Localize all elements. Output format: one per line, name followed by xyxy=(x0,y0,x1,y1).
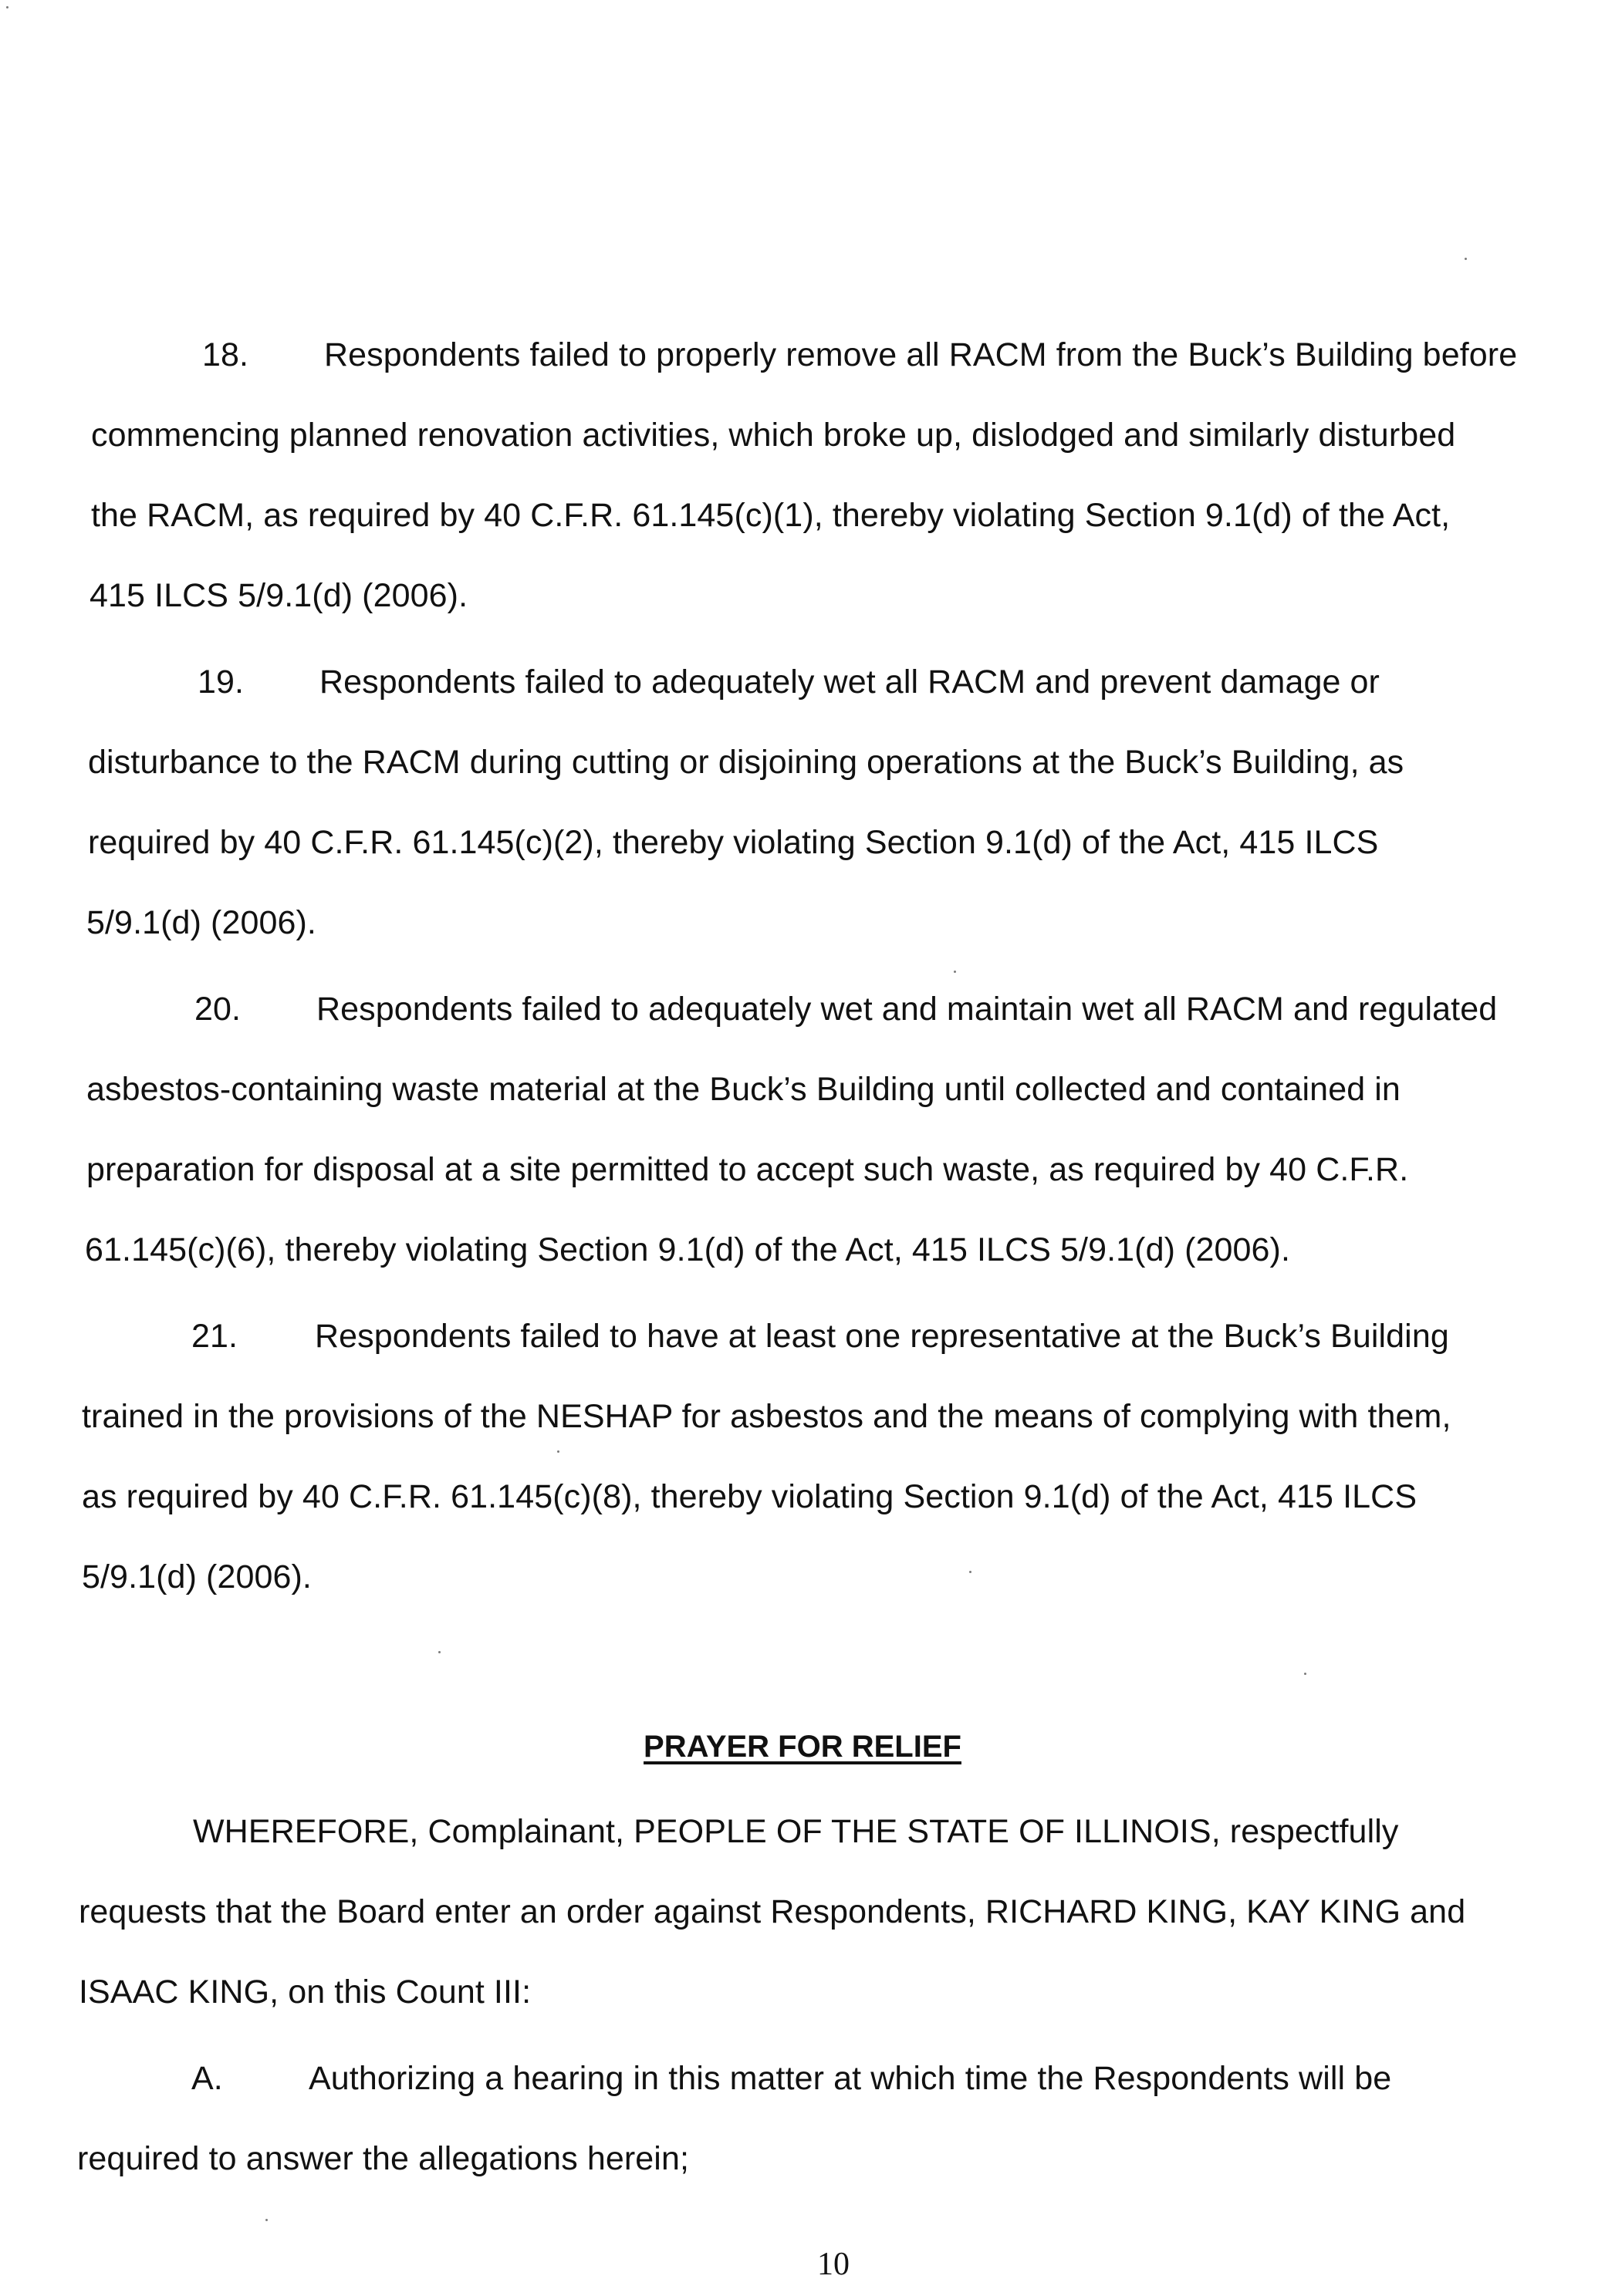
scan-speck xyxy=(1304,1673,1306,1675)
scan-speck xyxy=(954,971,956,973)
paragraph-19-line-1: 19. Respondents failed to adequately wet all RACM and prevent damage or xyxy=(198,659,1380,705)
wherefore-line-3: ISAAC KING, on this Count III: xyxy=(79,1974,532,2011)
section-heading: PRAYER FOR RELIEF xyxy=(644,1730,961,1764)
paragraph-20-line-1: 20. Respondents failed to adequately wet and maintain wet all RACM and regulated xyxy=(194,986,1497,1032)
relief-item-a-line-2: required to answer the allegations herein; xyxy=(77,2140,690,2177)
paragraph-19-line-2: disturbance to the RACM during cutting or disjoining operations at the Buck’s Building, as xyxy=(88,744,1404,781)
scan-speck xyxy=(265,2219,268,2221)
paragraph-number: 18. xyxy=(202,336,249,373)
paragraph-18-line-3: the RACM, as required by 40 C.F.R. 61.145(c)(1), thereby violating Section 9.1(d) of the Act, xyxy=(91,497,1451,534)
paragraph-number: 20. xyxy=(194,991,242,1028)
scan-speck xyxy=(6,6,8,8)
wherefore-line-1: WHEREFORE, Complainant, PEOPLE OF THE STATE OF ILLINOIS, respectfully xyxy=(193,1813,1399,1850)
paragraph-20-line-3: preparation for disposal at a site permitted to accept such waste, as required by 40 C.F.R. xyxy=(86,1151,1409,1188)
paragraph-21-line-3: as required by 40 C.F.R. 61.145(c)(8), thereby violating Section 9.1(d) of the Act, 415 ILCS xyxy=(82,1478,1417,1515)
item-letter: A. xyxy=(191,2060,223,2097)
paragraph-21-line-1: 21. Respondents failed to have at least one representative at the Buck’s Building xyxy=(191,1313,1449,1359)
scan-speck xyxy=(438,1651,441,1653)
paragraph-18-line-4: 415 ILCS 5/9.1(d) (2006). xyxy=(90,577,468,614)
scan-speck xyxy=(557,1450,559,1453)
paragraph-21-line-4: 5/9.1(d) (2006). xyxy=(82,1558,312,1595)
wherefore-line-2: requests that the Board enter an order against Respondents, RICHARD KING, KAY KING and xyxy=(79,1893,1466,1930)
paragraph-19-line-3: required by 40 C.F.R. 61.145(c)(2), thereby violating Section 9.1(d) of the Act, 415 ILCS xyxy=(88,824,1379,861)
paragraph-21-line-2: trained in the provisions of the NESHAP for asbestos and the means of complying with them, xyxy=(82,1398,1451,1435)
paragraph-20-line-4: 61.145(c)(6), thereby violating Section 9.1(d) of the Act, 415 ILCS 5/9.1(d) (2006). xyxy=(85,1231,1291,1268)
paragraph-number: 21. xyxy=(191,1318,238,1355)
paragraph-19-line-4: 5/9.1(d) (2006). xyxy=(86,904,316,941)
paragraph-18-line-1: 18. Respondents failed to properly remove all RACM from the Buck’s Building before xyxy=(202,332,1517,378)
paragraph-20-line-2: asbestos-containing waste material at the Buck’s Building until collected and contained in xyxy=(86,1071,1401,1108)
scan-speck xyxy=(969,1571,971,1573)
relief-item-a-line-1: A. Authorizing a hearing in this matter at which time the Respondents will be xyxy=(191,2055,1391,2102)
paragraph-number: 19. xyxy=(198,663,245,701)
paragraph-18-line-2: commencing planned renovation activities, which broke up, dislodged and similarly disturbed xyxy=(91,417,1456,454)
scan-speck xyxy=(1465,258,1467,260)
page-number: 10 xyxy=(817,2247,850,2282)
